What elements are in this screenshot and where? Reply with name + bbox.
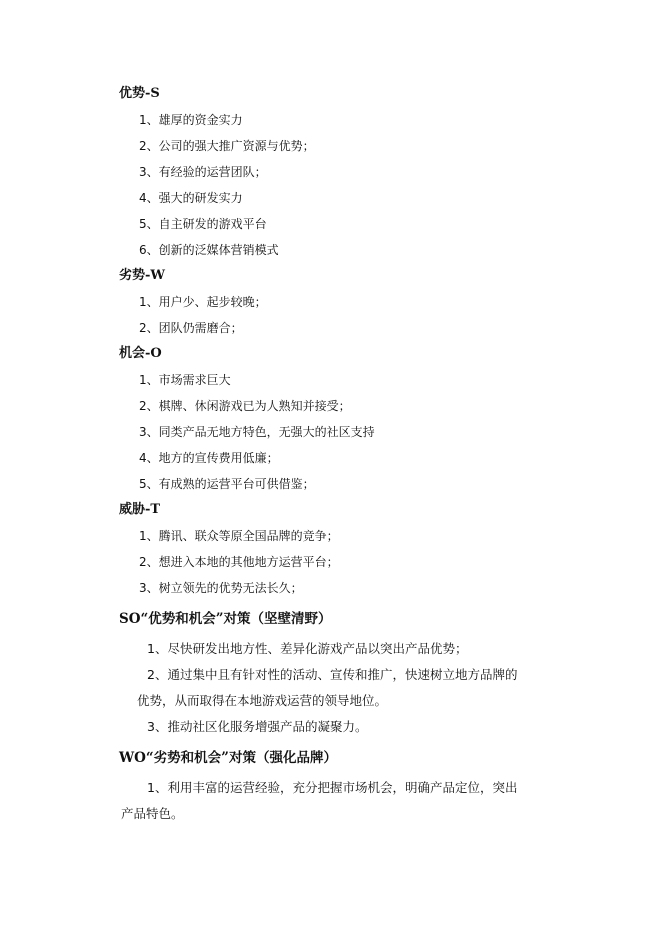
list-item: 3、有经验的运营团队； (139, 165, 267, 179)
list-item: 2、团队仍需磨合； (139, 321, 243, 335)
list-item: 4、地方的宣传费用低廉； (139, 451, 279, 465)
list-item: 2、棋牌、休闲游戏已为人熟知并接受； (139, 399, 351, 413)
section-heading-threats: 威胁-T (119, 502, 161, 517)
list-item: 6、创新的泛媒体营销模式 (139, 243, 279, 257)
wo-paragraph-1-continued: 产品特色。 (121, 806, 184, 821)
section-heading-strengths: 优势-S (119, 86, 160, 101)
section-heading-opportunities: 机会-O (119, 346, 162, 361)
wo-strategy-heading: WO“劣势和机会”对策（强化品牌） (119, 750, 337, 766)
list-item: 4、强大的研发实力 (139, 191, 243, 205)
list-item: 2、想进入本地的其他地方运营平台； (139, 555, 339, 569)
list-item: 5、有成熟的运营平台可供借鉴； (139, 477, 315, 491)
list-item: 3、树立领先的优势无法长久； (139, 581, 303, 595)
so-paragraph-1: 1、尽快研发出地方性、差异化游戏产品以突出产品优势； (147, 641, 468, 656)
so-paragraph-2: 2、通过集中且有针对性的活动、宣传和推广，快速树立地方品牌的 (147, 667, 518, 682)
section-heading-weaknesses: 劣势-W (119, 268, 165, 283)
wo-paragraph-1: 1、利用丰富的运营经验，充分把握市场机会，明确产品定位，突出 (147, 780, 518, 795)
so-strategy-heading: SO“优势和机会”对策（坚壁清野） (119, 611, 332, 627)
list-item: 2、公司的强大推广资源与优势； (139, 139, 315, 153)
so-paragraph-2-continued: 优势，从而取得在本地游戏运营的领导地位。 (137, 693, 388, 708)
list-item: 1、市场需求巨大 (139, 373, 231, 387)
list-item: 5、自主研发的游戏平台 (139, 217, 267, 231)
so-paragraph-3: 3、推动社区化服务增强产品的凝聚力。 (147, 719, 368, 734)
list-item: 1、雄厚的资金实力 (139, 113, 243, 127)
list-item: 1、腾讯、联众等原全国品牌的竞争； (139, 529, 339, 543)
list-item: 1、用户少、起步较晚； (139, 295, 267, 309)
list-item: 3、同类产品无地方特色，无强大的社区支持 (139, 425, 375, 439)
